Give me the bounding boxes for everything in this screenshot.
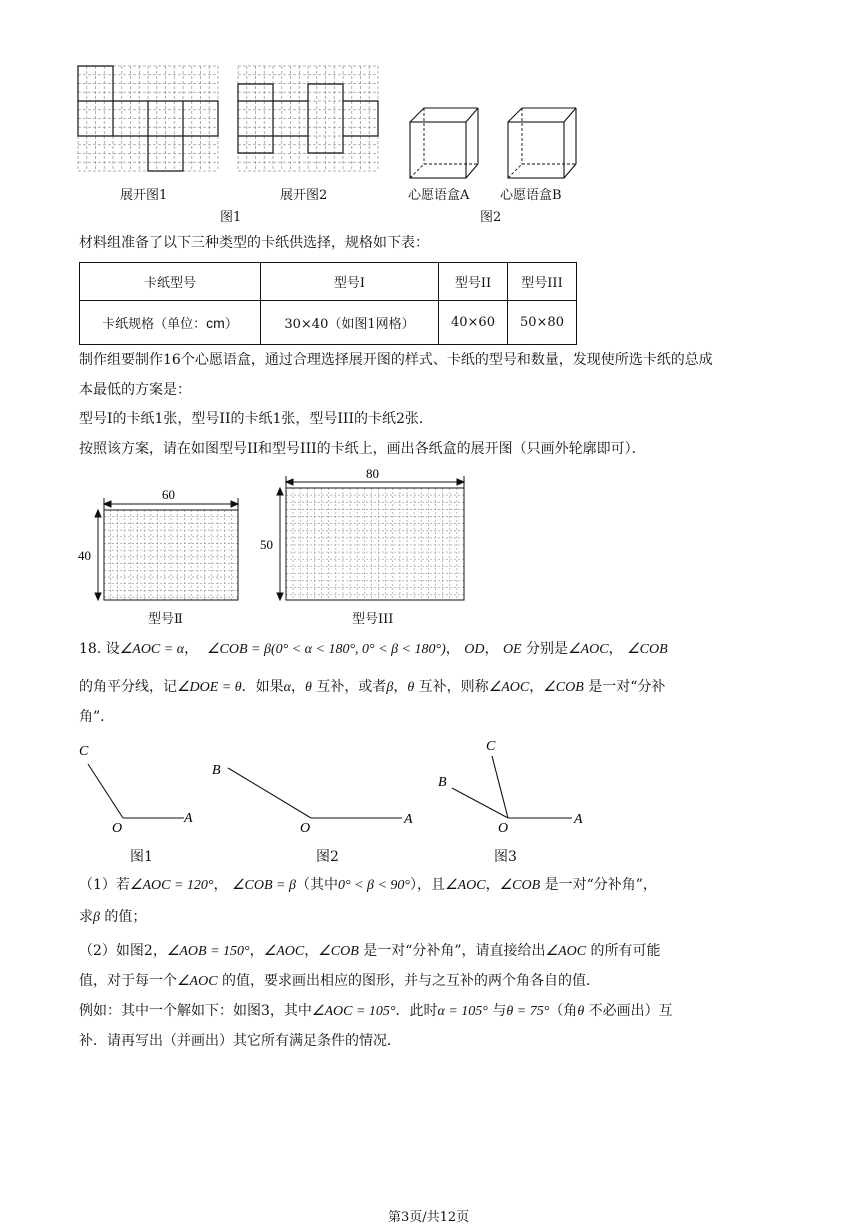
sub2-line2: 值，对于每一个∠AOC 的值，要求画出相应的图形，并与之互补的两个角各自的值． — [79, 973, 601, 989]
net1-figure — [78, 66, 224, 172]
page-footer: 第3页/共12页 — [388, 1210, 470, 1225]
box-a-caption: 心愿语盒A — [408, 188, 470, 203]
unit-cm: cm — [206, 315, 225, 331]
fig1-label-a: A — [184, 811, 193, 826]
sub1-line1: （1）若∠AOC = 120°， ∠COB = β（其中0° < β < 90°），且∠AOC，∠COB 是一对“分补角”， — [79, 877, 657, 893]
table-cell-type1: 30×40（如图1网格） — [261, 301, 439, 345]
table-header-type2: 型号II — [439, 263, 508, 301]
fig2-label-o: O — [300, 821, 311, 836]
angle-fig3-caption: 图3 — [494, 849, 517, 865]
box-b-figure — [506, 106, 578, 180]
sub2-line1: （2）如图2，∠AOB = 150°，∠AOC，∠COB 是一对“分补角”，请直接给出∠AOC 的所有可能 — [79, 943, 661, 959]
angle-fig2 — [206, 756, 426, 838]
intro-text: 材料组准备了以下三种类型的卡纸供选择，规格如下表： — [79, 235, 429, 251]
q18-line1: 18. 设∠AOC = α， ∠COB = β(0° < α < 180°, 0° < β < 180°)， OD， OE 分别是∠AOC， ∠COB — [79, 641, 668, 657]
sub1-line2: 求β 的值； — [79, 909, 147, 925]
fig3-label-c: C — [486, 739, 496, 754]
fig3-label-b: B — [438, 775, 447, 790]
table-header-type1: 型号I — [261, 263, 439, 301]
card-type2-width: 60 — [162, 487, 175, 502]
net2-caption: 展开图2 — [280, 188, 328, 203]
net1-caption: 展开图1 — [120, 188, 168, 203]
fig2-caption: 图2 — [480, 210, 502, 225]
fig1-caption: 图1 — [220, 210, 242, 225]
example-line1: 例如：其中一个解如下：如图3，其中∠AOC = 105°．此时α = 105° 与θ = 75°（角θ 不必画出）互 — [79, 1003, 673, 1019]
net2-figure — [238, 66, 384, 172]
fig3-label-a: A — [574, 812, 583, 827]
para3: 按照该方案，请在如图型号II和型号III的卡纸上，画出各纸盒的展开图（只画外轮廓即可）． — [79, 441, 646, 457]
angle-fig1 — [76, 738, 206, 838]
card-type3-width: 80 — [366, 466, 379, 481]
fig2-label-b: B — [212, 763, 221, 778]
card-type3-caption: 型号III — [352, 612, 394, 627]
card-type2-height: 40 — [78, 548, 91, 563]
card-type2-figure — [78, 486, 248, 604]
table-header-type: 卡纸型号 — [80, 263, 261, 301]
angle-fig2-caption: 图2 — [316, 849, 339, 865]
table-cell-type2: 40×60 — [439, 301, 508, 345]
table-row-label: 卡纸规格（单位：cm） — [80, 301, 261, 345]
angle-fig3 — [434, 736, 594, 838]
table-header-type3: 型号III — [508, 263, 577, 301]
para2: 型号I的卡纸1张，型号II的卡纸1张，型号III的卡纸2张． — [79, 411, 433, 427]
box-b-caption: 心愿语盒B — [500, 188, 562, 203]
example-line2: 补．请再写出（并画出）其它所有满足条件的情况． — [79, 1033, 401, 1049]
fig2-label-a: A — [404, 812, 413, 827]
fig1-label-c: C — [79, 744, 89, 759]
box-a-figure — [408, 106, 480, 180]
q18-line3: 角”． — [79, 709, 115, 725]
para1-line1: 制作组要制作16个心愿语盒，通过合理选择展开图的样式、卡纸的型号和数量，发现使所选卡纸的总成 — [79, 352, 713, 368]
card-spec-table — [79, 262, 577, 345]
table-cell-type3: 50×80 — [508, 301, 577, 345]
angle-fig1-caption: 图1 — [130, 849, 153, 865]
q18-line2: 的角平分线，记∠DOE = θ．如果α，θ 互补，或者β，θ 互补，则称∠AOC，∠COB 是一对“分补 — [79, 679, 666, 695]
card-type2-caption: 型号Ⅱ — [148, 612, 183, 627]
card-type3-figure — [258, 468, 468, 604]
para1-line2: 本最低的方案是： — [79, 382, 191, 398]
fig3-label-o: O — [498, 821, 509, 836]
card-type3-height: 50 — [260, 537, 273, 552]
fig1-label-o: O — [112, 821, 123, 836]
